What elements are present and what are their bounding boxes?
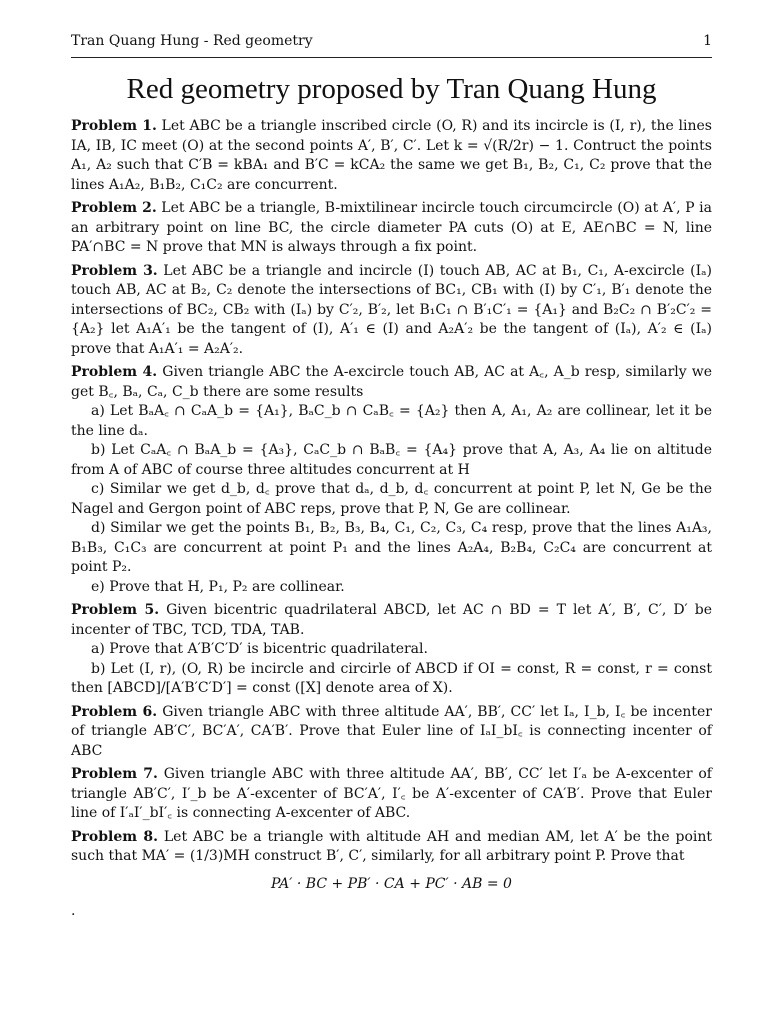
problem-label: Problem 8. bbox=[71, 828, 158, 845]
problem-label: Problem 1. bbox=[71, 118, 157, 134]
problem-label: Problem 7. bbox=[71, 766, 158, 782]
problem-list bbox=[71, 117, 712, 902]
footer-mark: . bbox=[71, 903, 76, 919]
display-formula: PA′ · BC + PB′ · CA + PC′ · AB = 0 bbox=[271, 875, 512, 892]
problem-1 bbox=[71, 117, 712, 195]
problem-part: d) Similar we get the points B₁, B₂, B₃, B₄, C₁, C₂, C₃, C₄ resp, prove that the lines A₁A₃, B₁B₃, C₁C₃ are concurrent at point P₁ and the lines A₂A₄, B₂B₄, C₂C₄ are concurrent at point P₂. bbox=[71, 520, 712, 575]
problem-part: a) Prove that A′B′C′D′ is bicentric quadrilateral. bbox=[91, 641, 428, 657]
problem-label: Problem 4. bbox=[71, 364, 158, 380]
problem-label: Problem 2. bbox=[71, 200, 157, 216]
problem-part: b) Let CₐA꜀ ∩ BₐA_b = {A₃}, CₐC_b ∩ BₐB꜀ = {A₄} prove that A, A₃, A₄ lie on altitude from A of ABC of course three altitudes concurrent at H bbox=[71, 442, 712, 478]
problem-text: Given triangle ABC with three altitude AA′, BB′, CC′ let Iₐ, I_b, I꜀ be incenter of triangle AB′C′, BC′A′, CA′B′. Prove that Euler line of IₐI_bI꜀ is connecting incenter of ABC bbox=[71, 703, 712, 759]
problem-text: Given triangle ABC the A-excircle touch AB, AC at A꜀, A_b resp, similarly we get B꜀, Bₐ, Cₐ, C_b there are some results bbox=[71, 364, 713, 400]
problem-text: Let ABC be a triangle inscribed circle (O, R) and its incircle is (I, r), the lines IA, IB, IC meet (O) at the second points A′, B′, C′. Let k = √(R/2r) − 1. Contruct the points A₁, A₂ such that C′B = kBA₁ and B′C = kCA₂ the same we get B₁, B₂, C₁, C₂ prove that the lines A₁A₂, B₁B₂, C₁C₂ are concurrent. bbox=[71, 118, 712, 193]
page-number: 1 bbox=[703, 33, 712, 49]
problem-text: Let ABC be a triangle with altitude AH and median AM, let A′ be the point such that MA′ = (1/3)MH construct B′, C′, similarly, for all arbitrary point P. Prove that bbox=[71, 828, 713, 864]
problem-label: Problem 3. bbox=[71, 262, 158, 279]
problem-6 bbox=[71, 703, 712, 762]
problem-4 bbox=[71, 363, 712, 597]
problem-8 bbox=[71, 828, 712, 867]
problem-5 bbox=[71, 601, 712, 699]
problem-label: Problem 6. bbox=[71, 703, 158, 720]
document-title: Red geometry proposed by Tran Quang Hung bbox=[126, 73, 657, 105]
problem-part: e) Prove that H, P₁, P₂ are collinear. bbox=[91, 578, 345, 595]
problem-7 bbox=[71, 765, 712, 824]
problem-part: b) Let (I, r), (O, R) be incircle and circirle of ABCD if OI = const, R = const, r = const then [ABCD]/[A′B′C′D′] = const ([X] denote area of X). bbox=[71, 660, 712, 696]
problem-text: Given bicentric quadrilateral ABCD, let AC ∩ BD = T let A′, B′, C′, D′ be incenter of TBC, TCD, TDA, TAB. bbox=[71, 602, 712, 638]
problem-part: c) Similar we get d_b, d꜀ prove that dₐ, d_b, d꜀ concurrent at point P, let N, Ge be the Nagel and Gergon point of ABC reps, prove that P, N, Ge are collinear. bbox=[71, 481, 712, 517]
problem-text: Let ABC be a triangle, B-mixtilinear incircle touch circumcircle (O) at A′, P ia an arbitrary point on line BC, the circle diameter PA cuts (O) at E, AE∩BC = N, line PA′∩BC = N prove that MN is always through a fix point. bbox=[71, 200, 712, 255]
problem-text: Given triangle ABC with three altitude AA′, BB′, CC′ let I′ₐ be A-excenter of triangle AB′C′, I′_b be A′-excenter of BC′A′, I′꜀ be A′-excenter of CA′B′. Prove that Euler line of I′ₐI′_bI′꜀ is connecting A-excenter of ABC. bbox=[71, 766, 712, 821]
problem-label: Problem 5. bbox=[71, 602, 160, 618]
problem-2 bbox=[71, 199, 712, 258]
running-header bbox=[71, 33, 712, 58]
problem-text: Let ABC be a triangle and incircle (I) touch AB, AC at B₁, C₁, A-excircle (Iₐ) touch AB, AC at B₂, C₂ denote the intersections of BC₁, CB₁ with (I) by C′₁, B′₁ denote the intersections of BC₂, CB₂ with (Iₐ) by C′₂, B′₂, let B₁C₁ ∩ B′₁C′₁ = {A₁} and B₂C₂ ∩ B′₂C′₂ = {A₂} let A₁A′₁ be the tangent of (I), A′₁ ∈ (I) and A₂A′₂ be the tangent of (Iₐ), A′₂ ∈ (Iₐ) prove that A₁A′₁ = A₂A′₂. bbox=[71, 262, 712, 357]
problem-part: a) Let BₐA꜀ ∩ CₐA_b = {A₁}, BₐC_b ∩ CₐB꜀ = {A₂} then A, A₁, A₂ are collinear, let it be the line dₐ. bbox=[71, 403, 712, 439]
problem-3 bbox=[71, 262, 712, 360]
running-title: Tran Quang Hung - Red geometry bbox=[71, 33, 313, 49]
